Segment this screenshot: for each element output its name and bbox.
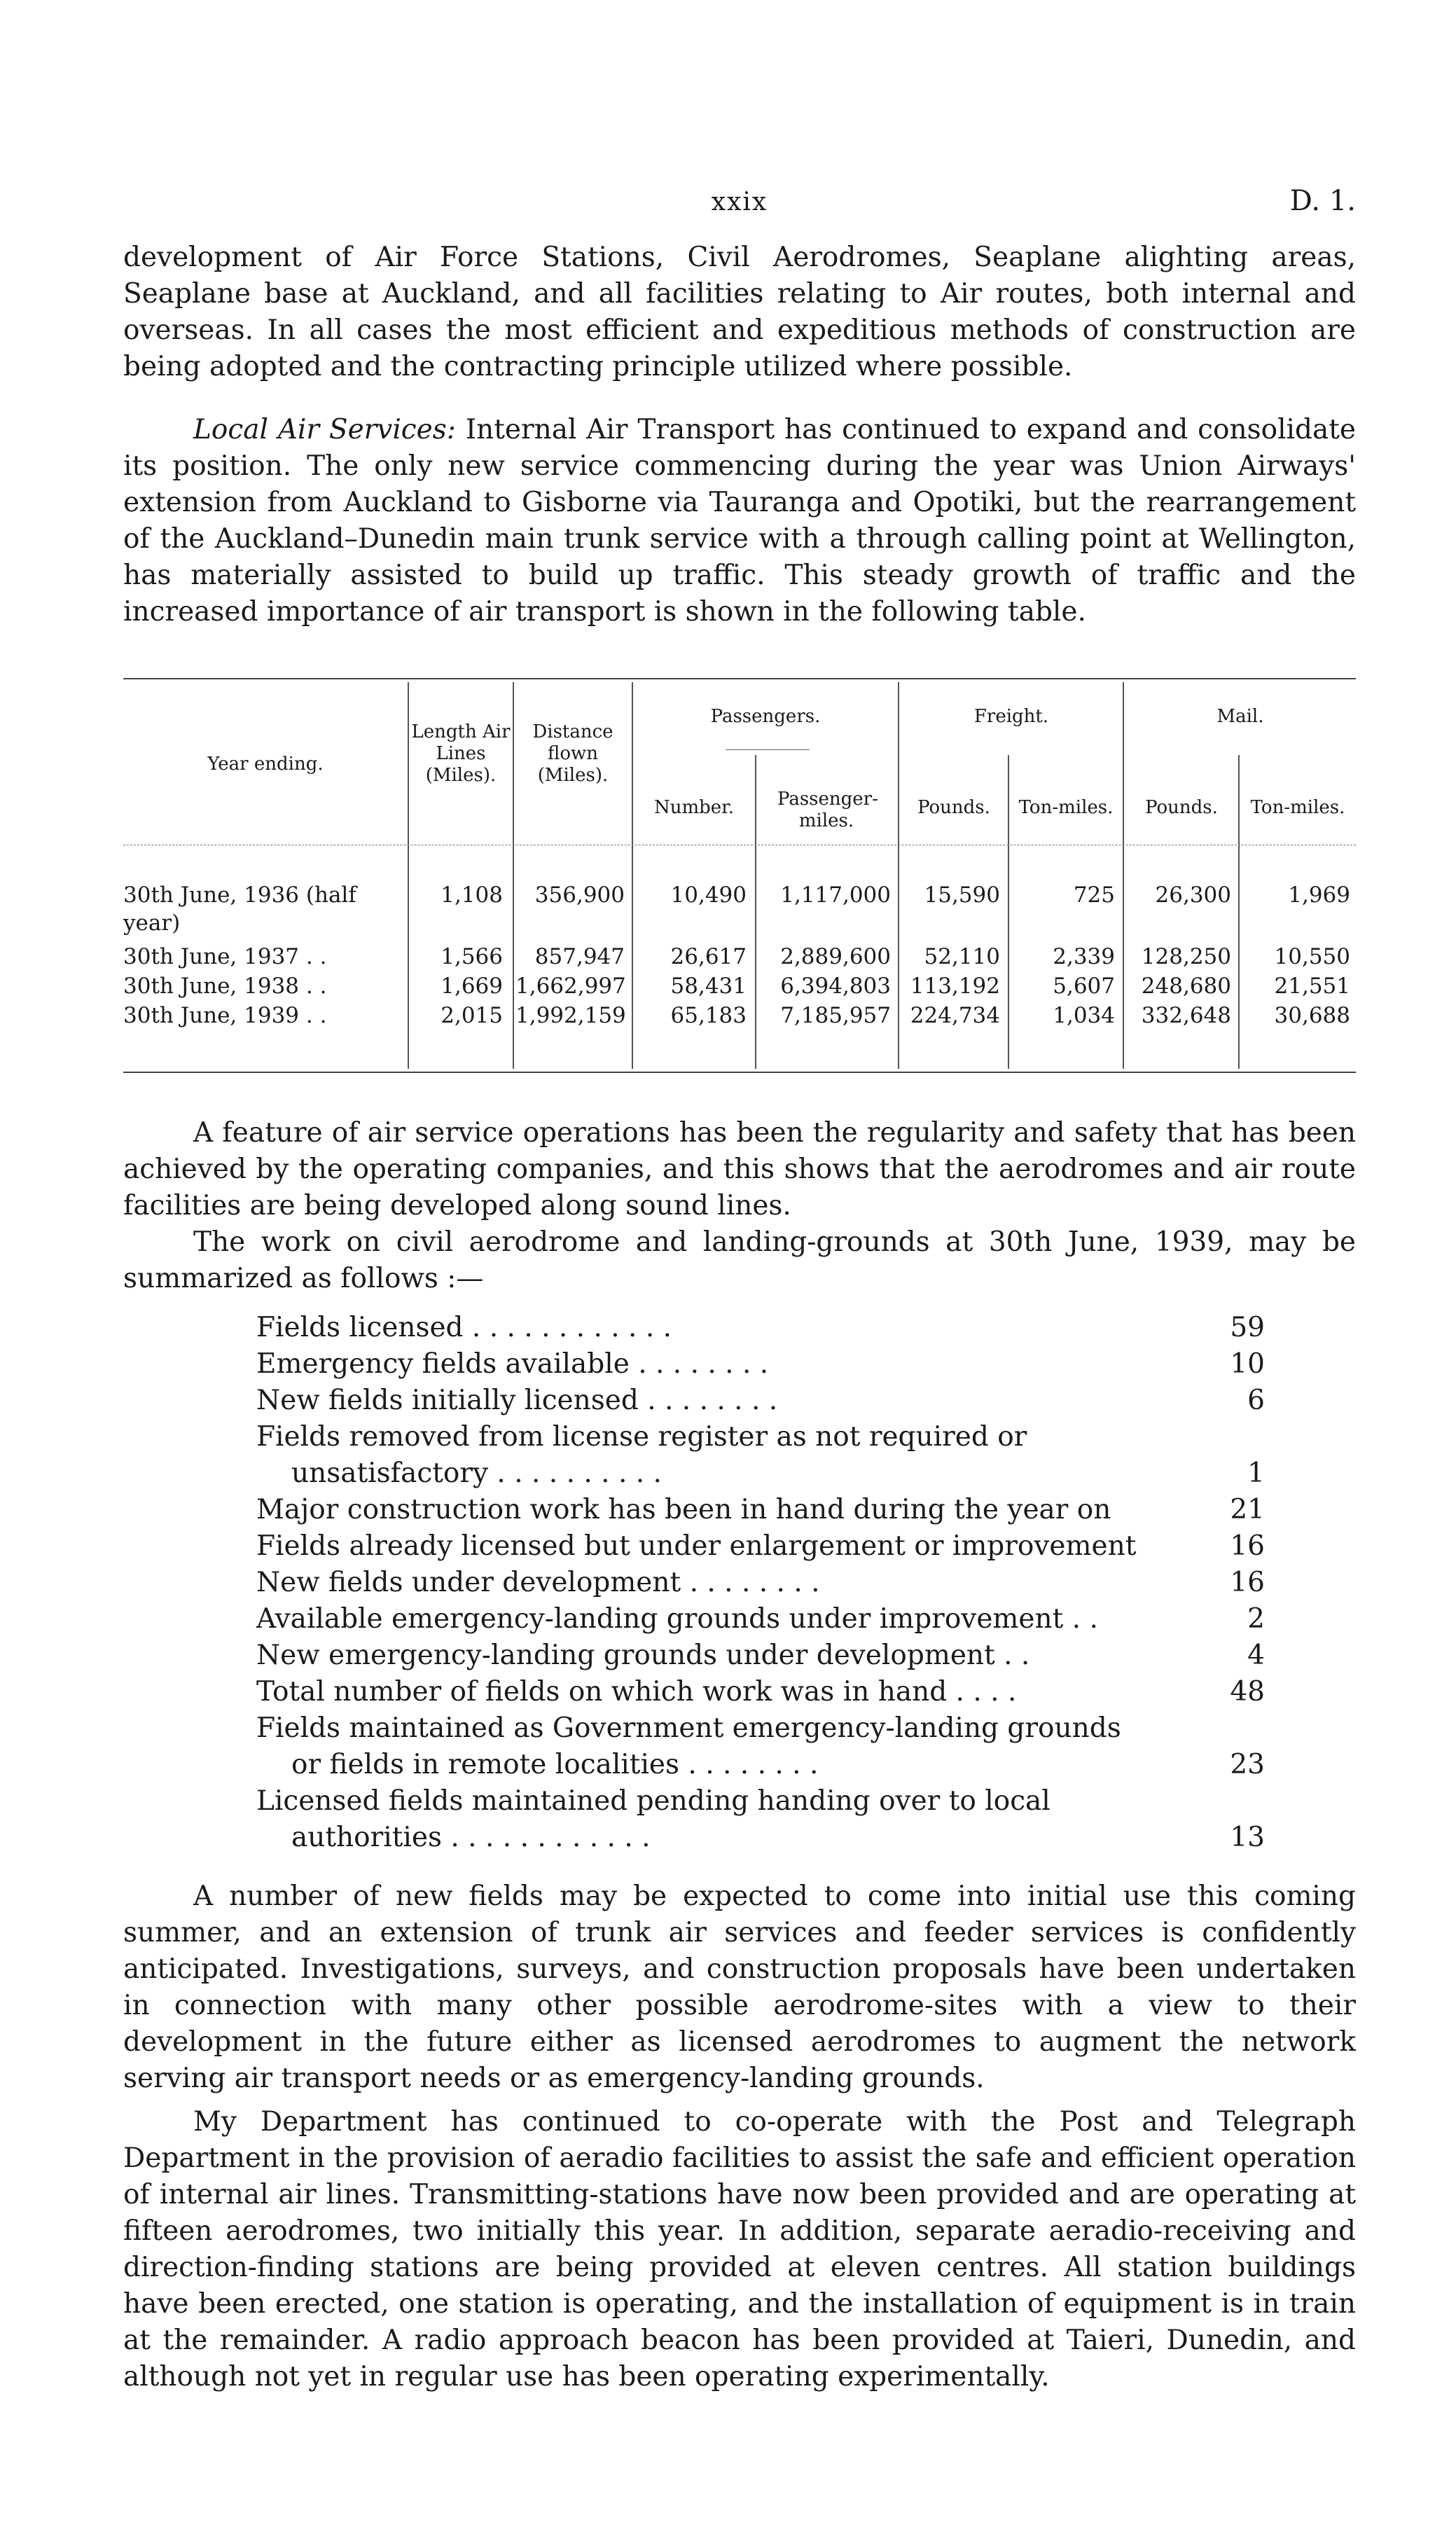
cell-distance: 857,947 [534,944,625,969]
cell-length: 2,015 [441,1003,503,1028]
header-passengers: Passengers. [710,706,821,727]
cell-mail-pounds: 332,648 [1141,1003,1231,1028]
table-divider [632,682,633,1069]
table-divider [755,755,756,1069]
table-divider [898,682,899,1069]
list-item-label-continued: or fields in remote localities . . . . . . . . [291,1749,819,1780]
cell-freight-pounds: 224,734 [910,1003,1000,1028]
list-item-label: New fields under development . . . . . . . . [256,1567,820,1598]
list-item [256,1710,1265,1783]
list-item-label: Fields already licensed but under enlargement or improvement [256,1530,1137,1562]
header-freight-pounds: Pounds. [917,797,990,818]
cell-year: 30th June, 1939 . . [123,1003,327,1028]
cell-freight-tonmiles: 1,034 [1053,1003,1115,1028]
cell-passenger-number: 65,183 [670,1003,747,1028]
cell-year: 30th June, 1938 . . [123,974,327,999]
cell-distance: 356,900 [534,882,625,908]
list-item-value: 6 [1247,1385,1265,1416]
list-item [256,1783,1265,1856]
header-year-ending: Year ending. [207,754,324,775]
cell-mail-tonmiles: 10,550 [1274,944,1350,969]
table-bottom-rule [123,1072,1356,1073]
group-rule [726,749,810,750]
cell-year: 30th June, 1936 (half year) [123,882,356,936]
cell-length: 1,669 [441,974,503,999]
cell-freight-tonmiles: 725 [1073,882,1115,908]
paragraph-aeradio: My Department has continued to co-operate with the Post and Telegraph Department in the provision of aeradio facilities to assist the safe and efficient operation of internal air lines. Transmitting-stations have now been provided and are operating at fifteen aerodromes, two initially this year. In addition, separate aeradio-receiving and direction-finding stations are being provided at eleven centres. All station buildings have been erected, one station is operating, and the installation of equipment is in train at the remainder. A radio approach beacon has been provided at Taieri, Dunedin, and although not yet in regular use has been operating experimentally. [123,2106,1356,2393]
list-item-label-continued: authorities . . . . . . . . . . . . [291,1822,651,1853]
header-mail: Mail. [1216,706,1264,727]
list-item-value: 2 [1247,1603,1265,1635]
header-passenger-miles: Passenger-miles. [777,789,878,831]
list-item-label-continued: unsatisfactory . . . . . . . . . . [291,1458,662,1489]
table-top-rule [123,678,1356,679]
cell-passenger-miles: 7,185,957 [780,1003,891,1028]
cell-length: 1,108 [441,882,503,908]
list-item-label: Fields removed from license register as not required or [256,1421,1027,1453]
list-item-label: New emergency-landing grounds under development . . [256,1640,1030,1671]
cell-freight-tonmiles: 2,339 [1053,944,1115,969]
list-item-value: 21 [1230,1494,1265,1525]
paragraph-local-air-services [123,412,1356,630]
cell-passenger-miles: 6,394,803 [780,974,891,999]
list-item-value: 1 [1247,1458,1265,1489]
cell-freight-pounds: 15,590 [924,882,1000,908]
header-freight: Freight. [973,706,1049,727]
cell-mail-tonmiles: 21,551 [1274,974,1350,999]
header-mail-pounds: Pounds. [1145,797,1218,818]
cell-passenger-number: 26,617 [670,944,747,969]
cell-mail-pounds: 26,300 [1155,882,1231,908]
list-item-value: 16 [1230,1567,1265,1598]
cell-passenger-number: 10,490 [670,882,747,908]
list-item-label: Available emergency-landing grounds under improvement . . [256,1603,1098,1635]
cell-freight-pounds: 52,110 [924,944,1000,969]
list-item-value: 13 [1230,1822,1265,1853]
list-item-label: Fields maintained as Government emergency-landing grounds [256,1712,1121,1744]
header-mail-tonmiles: Ton-miles. [1250,797,1345,818]
air-traffic-table [123,678,1356,1077]
page-header [123,185,1356,230]
list-item-label: Major construction work has been in hand during the year on [256,1494,1111,1525]
cell-mail-tonmiles: 30,688 [1274,1003,1350,1028]
document-code: D. 1. [1289,185,1356,217]
list-item-value: 16 [1230,1530,1265,1562]
list-item-label: Emergency fields available . . . . . . . . [256,1348,769,1380]
list-item-value: 59 [1230,1312,1265,1343]
cell-distance: 1,662,997 [515,974,626,999]
list-item-value: 10 [1230,1348,1265,1380]
list-item-label: Fields licensed . . . . . . . . . . . . [256,1312,672,1343]
cell-mail-tonmiles: 1,969 [1288,882,1350,908]
list-item-label: New fields initially licensed . . . . . . . . [256,1385,778,1416]
list-item-value: 48 [1230,1676,1265,1708]
cell-mail-pounds: 248,680 [1141,974,1231,999]
paragraph-construction: development of Air Force Stations, Civil Aerodromes, Seaplane alighting areas, Seaplane base at Auckland, and all facilities relating to Air routes, both internal and overseas. In all cases the most efficient and expeditious methods of construction are being adopted and the contracting principle utilized where possible. [123,242,1356,382]
page-number: xxix [711,188,768,216]
cell-passenger-number: 58,431 [670,974,747,999]
cell-distance: 1,992,159 [515,1003,626,1028]
cell-freight-tonmiles: 5,607 [1053,974,1115,999]
paragraph-summary-intro: The work on civil aerodrome and landing-grounds at 30th June, 1939, may be summarized as follows :— [123,1226,1356,1294]
cell-mail-pounds: 128,250 [1141,944,1231,969]
cell-freight-pounds: 113,192 [910,974,1000,999]
cell-passenger-miles: 1,117,000 [780,882,891,908]
list-item-label: Total number of fields on which work was in hand . . . . [256,1676,1017,1708]
list-item-label: Licensed fields maintained pending handing over to local [256,1785,1051,1817]
section-heading-local-air-services: Local Air Services: [193,414,456,445]
cell-year: 30th June, 1937 . . [123,944,327,969]
header-passenger-number: Number. [653,797,735,818]
header-length: Length Air Lines (Miles). [411,721,511,786]
paragraph-local-air-services-body: Internal Air Transport has continued to expand and consolidate its position. The only new service commencing during the year was Union Airways' extension from Auckland to Gisborne via Tauranga and Opotiki, but the rearrangement of the Auckland–Dunedin main trunk service with a through calling point at Wellington, has materially assisted to build up traffic. This steady growth of traffic and the increased importance of air transport is shown in the following table. [123,414,1356,628]
table-divider [1123,682,1124,1069]
list-item [256,1419,1265,1492]
list-item-value: 4 [1247,1640,1265,1671]
cell-passenger-miles: 2,889,600 [780,944,891,969]
header-freight-tonmiles: Ton-miles. [1018,797,1114,818]
header-distance: Distance flown (Miles). [532,721,613,786]
paragraph-new-fields: A number of new fields may be expected to come into initial use this coming summer, and an extension of trunk air services and feeder services is confidently anticipated. Investigations, surveys, and construction proposals have been undertaken in connection with many other possible aerodrome-sites with a view to their development in the future either as licensed aerodromes to augment the network serving air transport needs or as emergency-landing grounds. [123,1881,1356,2094]
paragraph-feature: A feature of air service operations has been the regularity and safety that has been achieved by the operating companies, and this shows that the aerodromes and air route facilities are being developed along sound lines. [123,1117,1356,1221]
table-divider [513,682,514,1069]
table-divider [408,682,409,1069]
cell-length: 1,566 [441,944,503,969]
list-item-value: 23 [1230,1749,1265,1780]
